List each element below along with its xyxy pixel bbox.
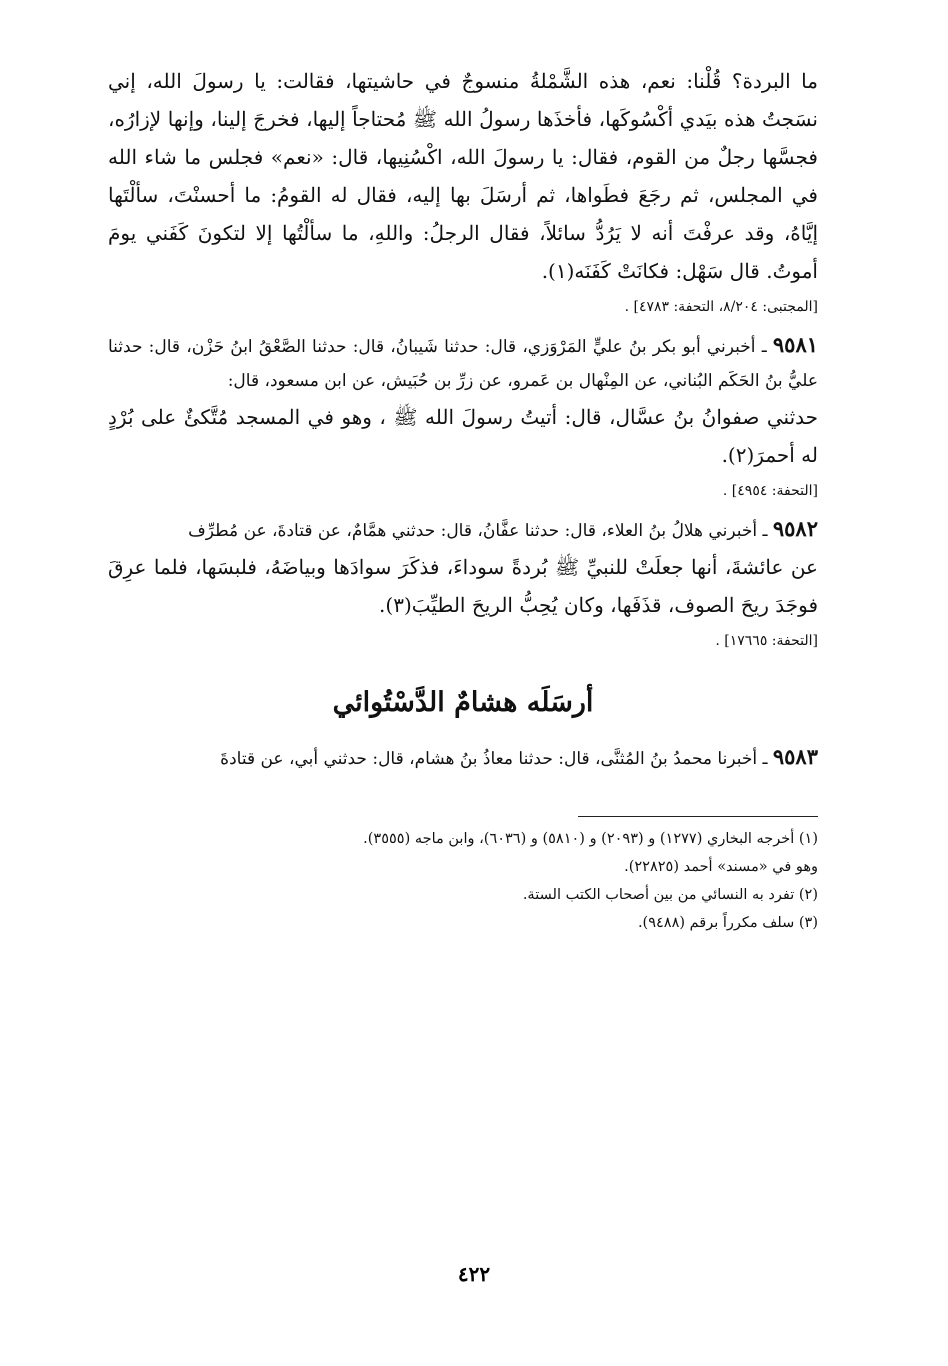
page-body <box>108 62 818 937</box>
hadith-number: ٩٥٨٢ <box>772 516 818 541</box>
footnote-divider <box>578 816 818 817</box>
footnote-1-continuation: وهو في «مسند» أحمد (٢٢٨٢٥). <box>624 859 818 875</box>
footnote-3: (٣) سلف مكرراً برقم (٩٤٨٨). <box>637 915 818 931</box>
hadith-9581-matn: حدثني صفوانُ بنُ عسَّال، قال: أتيتُ رسولَ الله ﷺ ، وهو في المسجد مُتَّكئٌ على بُرْدٍ له أحمرَ(٢). <box>108 405 818 467</box>
hadith-number: ٩٥٨٣ <box>772 744 818 769</box>
hadith-9582-matn: عن عائشةَ، أنها جعلَتْ للنبيِّ ﷺ بُردةً سوداءَ، فذكَرَ سوادَها وبياضَهُ، فلبسَها، فلما عرِقَ فوجَدَ ريحَ الصوف، قذَفَها، وكان يُحِبُّ الريحَ الطيِّبَ(٣). <box>108 555 818 617</box>
footnote-1: (١) أخرجه البخاري (١٢٧٧) و (٢٠٩٣) و (٥٨١٠) و (٦٠٣٦)، وابن ماجه (٣٥٥٥). <box>363 831 818 847</box>
footnote-2: (٢) تفرد به النسائي من بين أصحاب الكتب الستة. <box>522 887 818 903</box>
hadith-9583-isnad <box>108 740 818 776</box>
hadith-9580-reference: [المجتبى: ٨/٢٠٤، التحفة: ٤٧٨٣] . <box>624 299 818 315</box>
hadith-9582-isnad <box>108 512 818 548</box>
hadith-9581-reference: [التحفة: ٤٩٥٤] . <box>722 483 818 499</box>
section-title: أرسَلَه هشامٌ الدَّسْتُوائي <box>332 687 594 718</box>
isnad-text: ـ أخبرني هلالُ بنُ العلاء، قال: حدثنا عفَّانُ، قال: حدثني همَّامٌ، عن قتادةَ، عن مُطرِّف <box>188 521 768 541</box>
hadith-9580-continuation: ما البردة؟ قُلْنا: نعم، هذه الشَّمْلةُ منسوجٌ في حاشيتها، فقالت: يا رسولَ الله، إني نسَجتُ هذه بيَدي أكْسُوكَها، فأخذَها رسولُ الله ﷺ مُحتاجاً إليها، فخرجَ إلينا، وإنها لإزارُه، فجسَّها رجلٌ من القوم، فقال: يا رسولَ الله، اكْسُنِيها، قال: «نعم» فجلس ما شاء الله في المجلس، ثم رجَعَ فطَواها، ثم أرسَلَ بها إليه، فقال له القومُ: ما أحسنْتَ، سألْتَها إيَّاهُ، وقد عرفْتَ أنه لا يَرُدُّ سائلاً، فقال الرجلُ: واللهِ، ما سألْتُها إلا لتكونَ كَفَني يومَ أموتُ. قال سَهْل: فكانَتْ كَفَنَه(١). <box>108 69 818 283</box>
hadith-9581-isnad <box>108 328 818 398</box>
hadith-number: ٩٥٨١ <box>772 332 819 357</box>
page-number: ٤٢٢ <box>457 1262 491 1286</box>
isnad-text: ـ أخبرنا محمدُ بنُ المُثنَّى، قال: حدثنا معاذُ بنُ هشام، قال: حدثني أبي، عن قتادةَ <box>220 749 768 769</box>
isnad-text: ـ أخبرني أبو بكر بنُ عليٍّ المَرْوَزي، قال: حدثنا شَيبانُ، قال: حدثنا الصَّعْقُ ابنُ حَزْن، قال: حدثنا عليُّ بنُ الحَكَم البُناني، عن المِنْهال بن عَمرو، عن زرِّ بن حُبَيش، عن ابن مسعود، قال: <box>108 337 818 391</box>
hadith-9582-reference: [التحفة: ١٧٦٦٥] . <box>715 633 818 649</box>
